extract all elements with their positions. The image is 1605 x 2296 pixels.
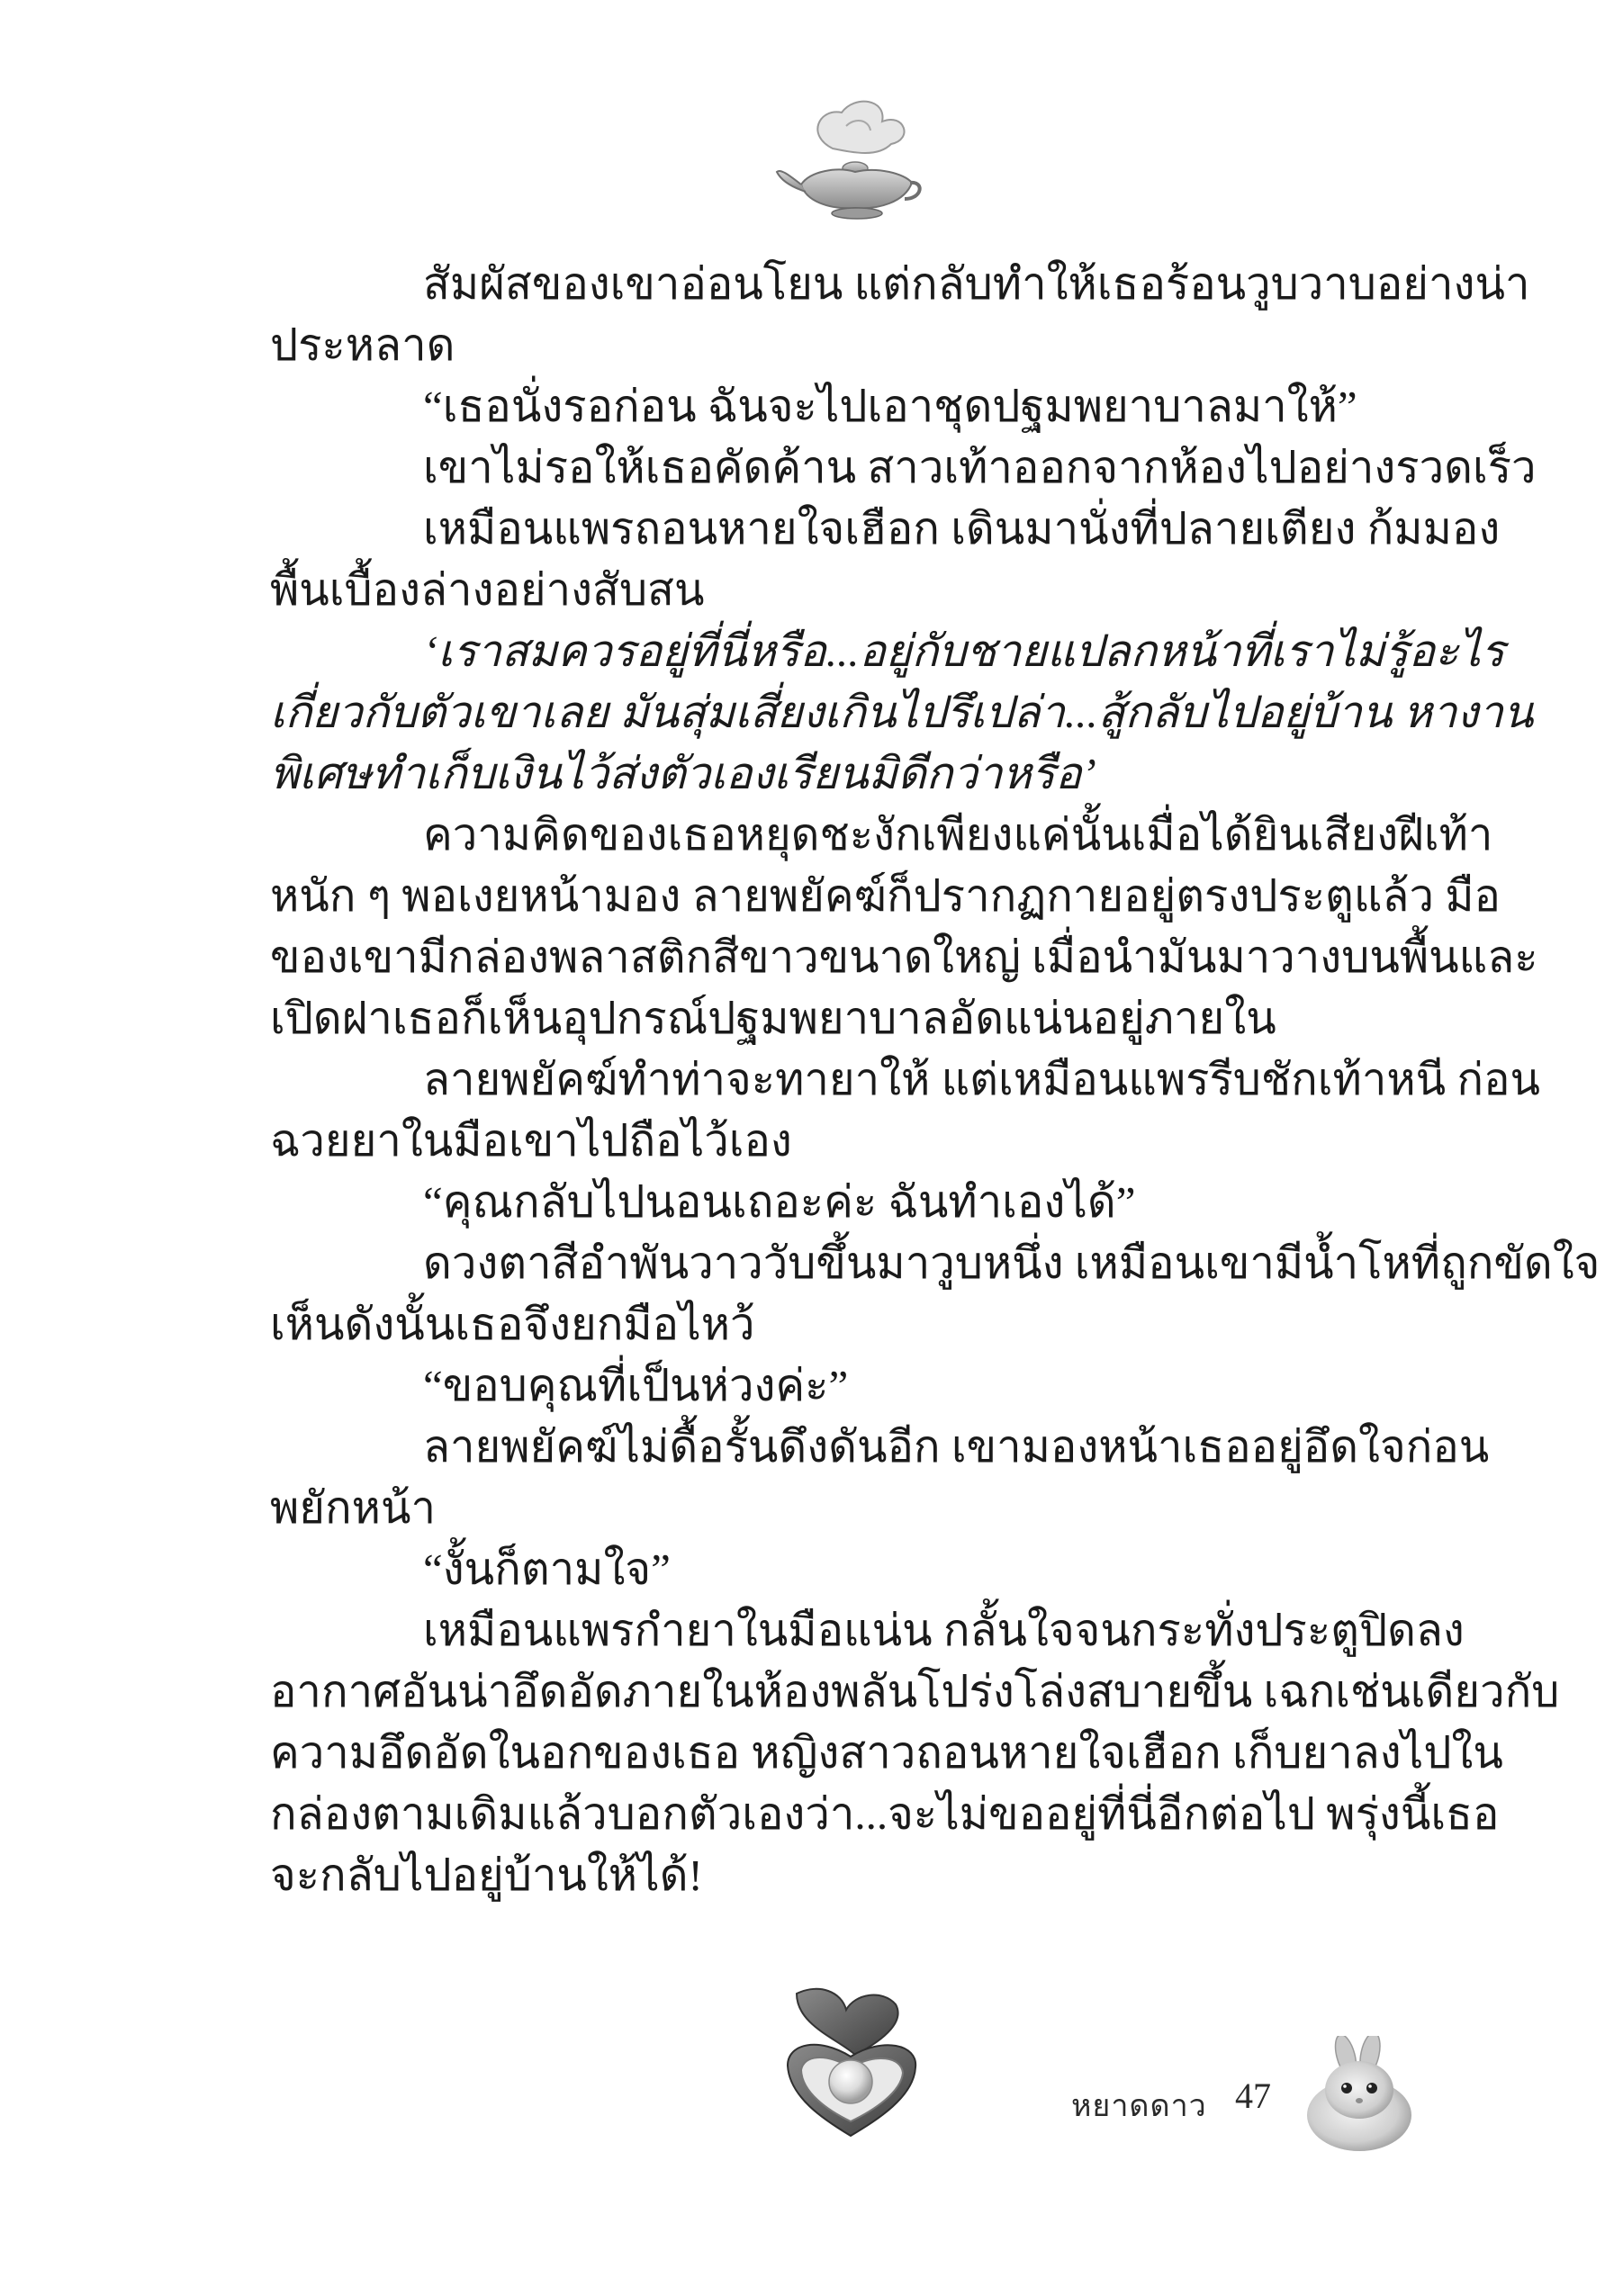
story-text xyxy=(270,254,1600,1906)
text-line: ของเขามีกล่องพลาสติกสีขาวขนาดใหญ่ เมื่อนำมันมาวางบนพื้นและ xyxy=(270,932,1538,982)
text-line: ลายพยัคฆ์ทำท่าจะทายาให้ แต่เหมือนแพรรีบชักเท้าหนี ก่อน xyxy=(423,1055,1541,1104)
text-line: “คุณกลับไปนอนเถอะค่ะ ฉันทำเองได้” xyxy=(423,1177,1136,1227)
text-line: “ขอบคุณที่เป็นห่วงค่ะ” xyxy=(423,1361,849,1410)
text-line: เหมือนแพรถอนหายใจเฮือก เดินมานั่งที่ปลายเตียง ก้มมอง xyxy=(423,504,1501,554)
text-line: เปิดฝาเธอก็เห็นอุปกรณ์ปฐมพยาบาลอัดแน่นอยู่ภายใน xyxy=(270,994,1276,1043)
text-line: พยักหน้า xyxy=(270,1483,436,1533)
genie-lamp-icon xyxy=(770,86,923,230)
text-line: กล่องตามเดิมแล้วบอกตัวเองว่า...จะไม่ขออยู่ที่นี่อีกต่อไป พรุ่งนี้เธอ xyxy=(270,1789,1500,1839)
text-line: ลายพยัคฆ์ไม่ดื้อรั้นดึงดันอีก เขามองหน้าเธออยู่อึดใจก่อน xyxy=(423,1422,1490,1472)
text-line: ฉวยยาในมือเขาไปถือไว้เอง xyxy=(270,1116,792,1166)
text-line: สัมผัสของเขาอ่อนโยน แต่กลับทำให้เธอร้อนวูบวาบอย่างน่า xyxy=(423,259,1530,309)
text-line: “เธอนั่งรอก่อน ฉันจะไปเอาชุดปฐมพยาบาลมาให้” xyxy=(423,382,1357,431)
bunny-icon xyxy=(1296,2036,1422,2153)
text-line: จะกลับไปอยู่บ้านให้ได้! xyxy=(270,1850,703,1900)
text-line: “งั้นก็ตามใจ” xyxy=(423,1544,671,1594)
text-line: ดวงตาสีอำพันวาววับขึ้นมาวูบหนึ่ง เหมือนเขามีน้ำโหที่ถูกขัดใจ xyxy=(423,1238,1600,1288)
text-line: หนัก ๆ พอเงยหน้ามอง ลายพยัคฆ์ก็ปรากฏกายอยู่ตรงประตูแล้ว มือ xyxy=(270,871,1501,921)
text-line: พิเศษทำเก็บเงินไว้ส่งตัวเองเรียนมิดีกว่าหรือ’ xyxy=(270,749,1096,798)
text-line: เหมือนแพรกำยาในมือแน่น กลั้นใจจนกระทั่งประตูปิดลง xyxy=(423,1606,1465,1655)
heart-ring-box-icon xyxy=(770,1985,932,2142)
book-title: หยาดดาว xyxy=(1071,2088,1207,2124)
page-number: 47 xyxy=(1235,2075,1271,2116)
text-line: เกี่ยวกับตัวเขาเลย มันสุ่มเสี่ยงเกินไปรึเปล่า...สู้กลับไปอยู่บ้าน หางาน xyxy=(270,688,1534,737)
text-line: เขาไม่รอให้เธอคัดค้าน สาวเท้าออกจากห้องไปอย่างรวดเร็ว xyxy=(423,443,1537,492)
text-line: พื้นเบื้องล่างอย่างสับสน xyxy=(270,565,705,615)
text-line: ความคิดของเธอหยุดชะงักเพียงแค่นั้นเมื่อได้ยินเสียงฝีเท้า xyxy=(423,810,1493,860)
text-line: ความอึดอัดในอกของเธอ หญิงสาวถอนหายใจเฮือก เก็บยาลงไปใน xyxy=(270,1728,1503,1778)
text-line: ‘เราสมควรอยู่ที่นี่หรือ...อยู่กับชายแปลกหน้าที่เราไม่รู้อะไร xyxy=(423,626,1505,676)
text-line: อากาศอันน่าอึดอัดภายในห้องพลันโปร่งโล่งสบายขึ้น เฉกเช่นเดียวกับ xyxy=(270,1667,1560,1716)
text-line: ประหลาด xyxy=(270,320,455,370)
text-line: เห็นดังนั้นเธอจึงยกมือไหว้ xyxy=(270,1300,755,1349)
